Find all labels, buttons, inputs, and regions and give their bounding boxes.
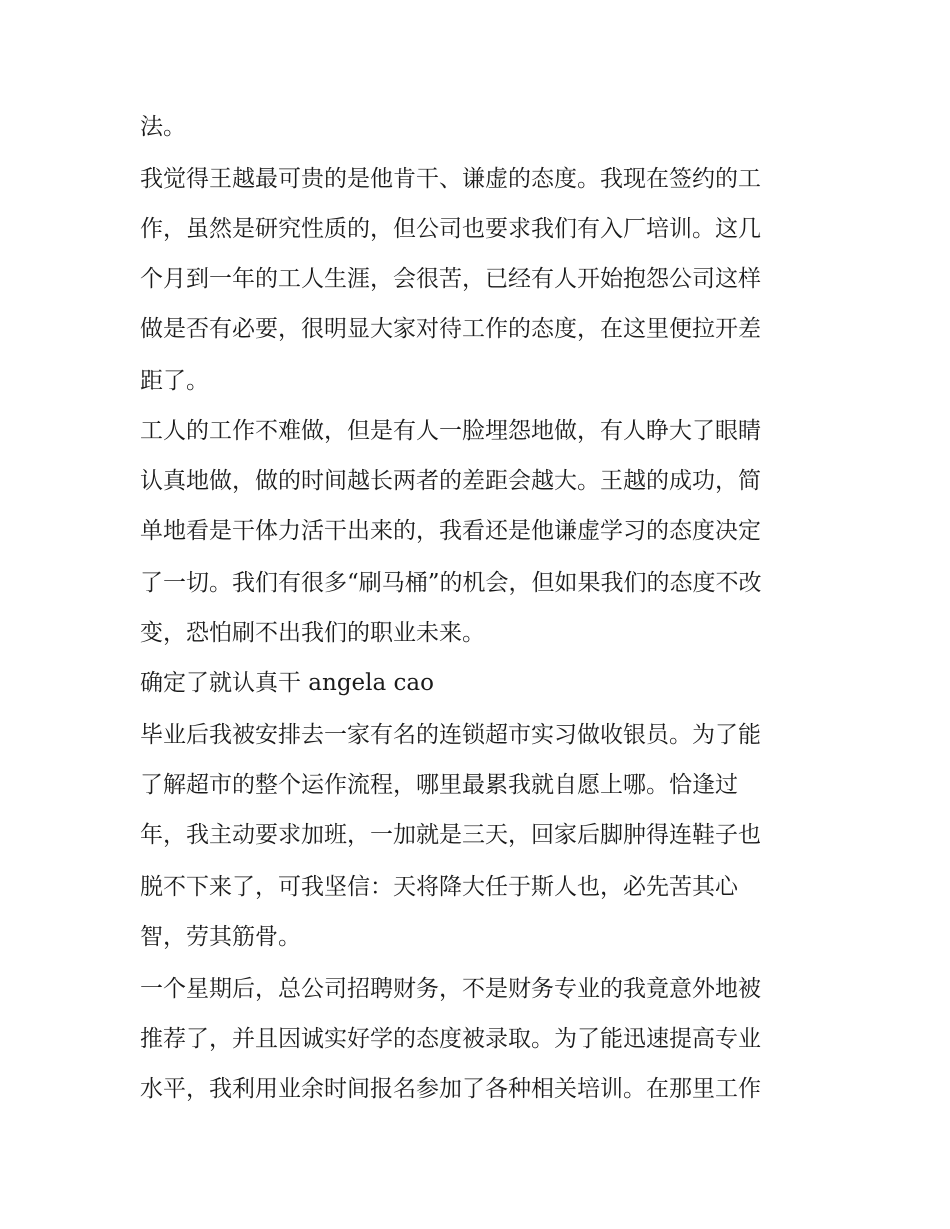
paragraph-line: 工人的工作不难做，但是有人一脸埋怨地做，有人睁大了眼睛 (140, 418, 761, 444)
paragraph-line: 一个星期后，总公司招聘财务，不是财务专业的我竟意外地被 (140, 976, 761, 1002)
section-heading: 确定了就认真干 angela cao (140, 670, 434, 696)
paragraph-line: 我觉得王越最可贵的是他肯干、谦虚的态度。我现在签约的工 (140, 166, 761, 192)
paragraph-line: 推荐了，并且因诚实好学的态度被录取。为了能迅速提高专业 (140, 1026, 761, 1052)
paragraph-line: 脱不下来了，可我坚信：天将降大任于斯人也，必先苦其心 (140, 874, 738, 900)
paragraph-line: 年，我主动要求加班，一加就是三天，回家后脚肿得连鞋子也 (140, 822, 761, 848)
paragraph-line: 认真地做，做的时间越长两者的差距会越大。王越的成功，简 (140, 468, 761, 494)
paragraph-line: 作，虽然是研究性质的，但公司也要求我们有入厂培训。这几 (140, 216, 761, 242)
paragraph-line: 单地看是干体力活干出来的，我看还是他谦虚学习的态度决定 (140, 518, 761, 544)
paragraph-line: 变，恐怕刷不出我们的职业未来。 (140, 620, 485, 646)
text-line: 法。 (140, 114, 186, 140)
paragraph-line: 智，劳其筋骨。 (140, 924, 301, 950)
paragraph-line: 做是否有必要，很明显大家对待工作的态度，在这里便拉开差 (140, 316, 761, 342)
paragraph-line: 水平，我利用业余时间报名参加了各种相关培训。在那里工作 (140, 1076, 761, 1102)
paragraph-line: 毕业后我被安排去一家有名的连锁超市实习做收银员。为了能 (140, 722, 761, 748)
paragraph-line: 距了。 (140, 368, 209, 394)
paragraph-line: 了解超市的整个运作流程，哪里最累我就自愿上哪。恰逢过 (140, 772, 738, 798)
paragraph-line: 了一切。我们有很多“刷马桶”的机会，但如果我们的态度不改 (140, 570, 762, 596)
paragraph-line: 个月到一年的工人生涯，会很苦，已经有人开始抱怨公司这样 (140, 266, 761, 292)
